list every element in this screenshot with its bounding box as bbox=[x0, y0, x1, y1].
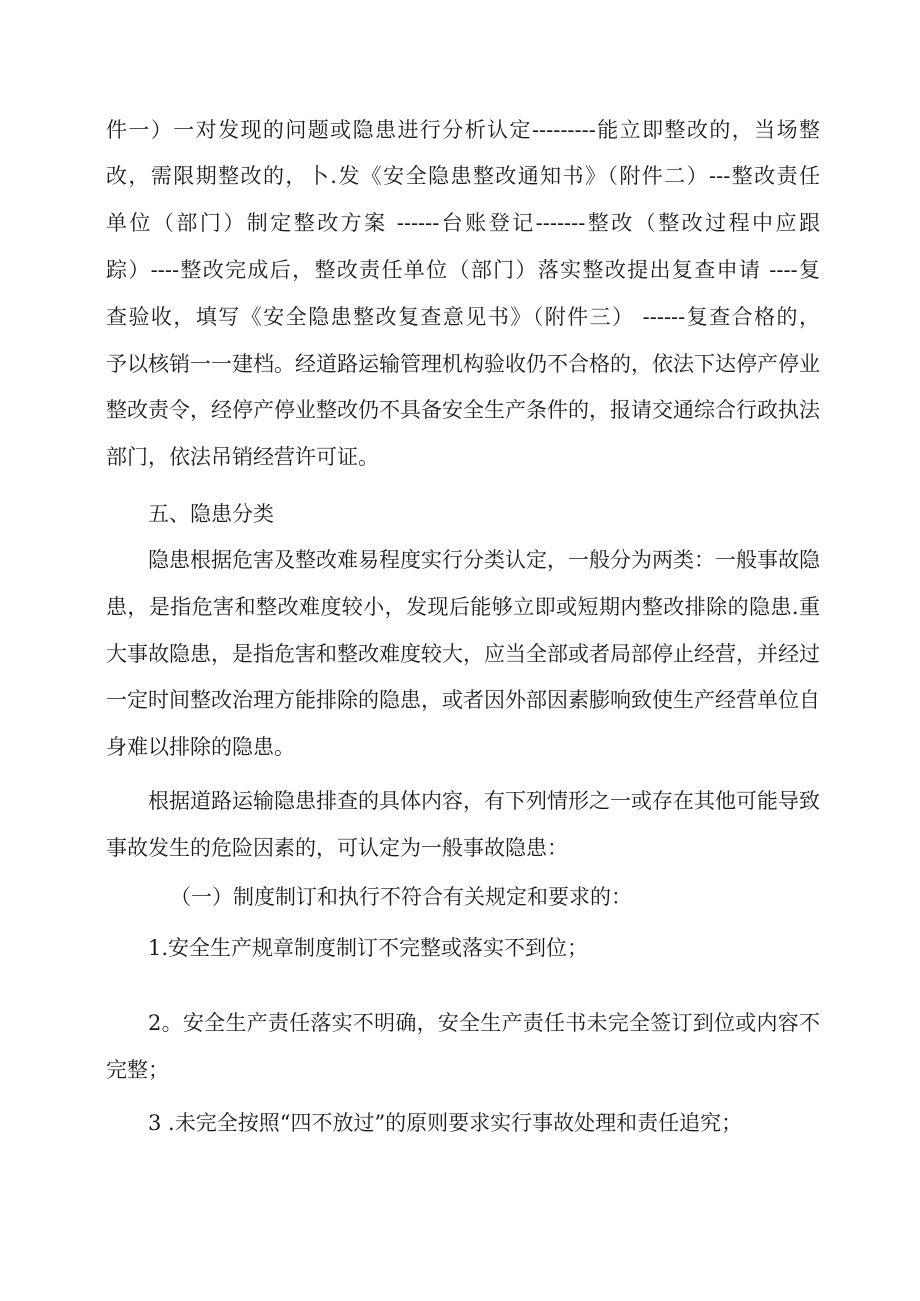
paragraph-line: 整改责令，经停产停业整改仍不具备安全生产条件的，报请交通综合行政执法 bbox=[106, 398, 820, 422]
paragraph-line: 隐患根据危害及整改难易程度实行分类认定，一般分为两类：一般事故隐 bbox=[148, 548, 820, 572]
paragraph-line: 一定时间整改治理方能排除的隐患，或者因外部因素膨响致使生产经营单位自 bbox=[106, 688, 820, 712]
paragraph-line: 大事故隐患，是指危害和整改难度较大，应当全部或者局部停止经营，并经过 bbox=[106, 642, 820, 666]
section-heading: 五、隐患分类 bbox=[148, 502, 274, 526]
paragraph-line: 单位（部门）制定整改方案 ------台账登记-------整改（整改过程中应跟 bbox=[106, 211, 820, 235]
paragraph-line: 予以核销一一建档。经道路运输管理机构验收仍不合格的，依法下达停产停业 bbox=[106, 352, 820, 376]
list-item: 1.安全生产规章制度制订不完整或落实不到位； bbox=[148, 936, 589, 960]
list-item: 3 .未完全按照“四不放过”的原则要求实行事故处理和责任追究； bbox=[148, 1111, 743, 1135]
paragraph-line: 踪）----整改完成后，整改责任单位（部门）落实整改提出复查申请 ----复 bbox=[106, 258, 820, 282]
paragraph-line: 根据道路运输隐患排查的具体内容，有下列情形之一或存在其他可能导致 bbox=[148, 789, 820, 813]
paragraph-line: 部门，依法吊销经营许可证。 bbox=[106, 445, 379, 469]
paragraph-line: 身难以排除的隐患。 bbox=[106, 735, 295, 759]
paragraph-line: 查验收，填写《安全隐患整改复查意见书》（附件三） ------复查合格的， bbox=[106, 305, 820, 329]
subsection-heading: （一）制度制订和执行不符合有关规定和要求的： bbox=[170, 885, 632, 909]
paragraph-line: 改，需限期整改的，卜.发《安全隐患整改通知书》（附件二）---整改责任 bbox=[106, 164, 820, 188]
paragraph-line: 患，是指危害和整改难度较小，发现后能够立即或短期内整改排除的隐患.重 bbox=[106, 595, 820, 619]
paragraph-line: 事故发生的危险因素的，可认定为一般事故隐患： bbox=[106, 836, 568, 860]
list-item: 2。安全生产责任落实不明确，安全生产责任书未完全签订到位或内容不 bbox=[148, 1011, 820, 1035]
list-item-continuation: 完整； bbox=[106, 1058, 169, 1082]
paragraph-line: 件一）一对发现的问题或隐患进行分析认定---------能立即整改的，当场整 bbox=[106, 118, 820, 142]
